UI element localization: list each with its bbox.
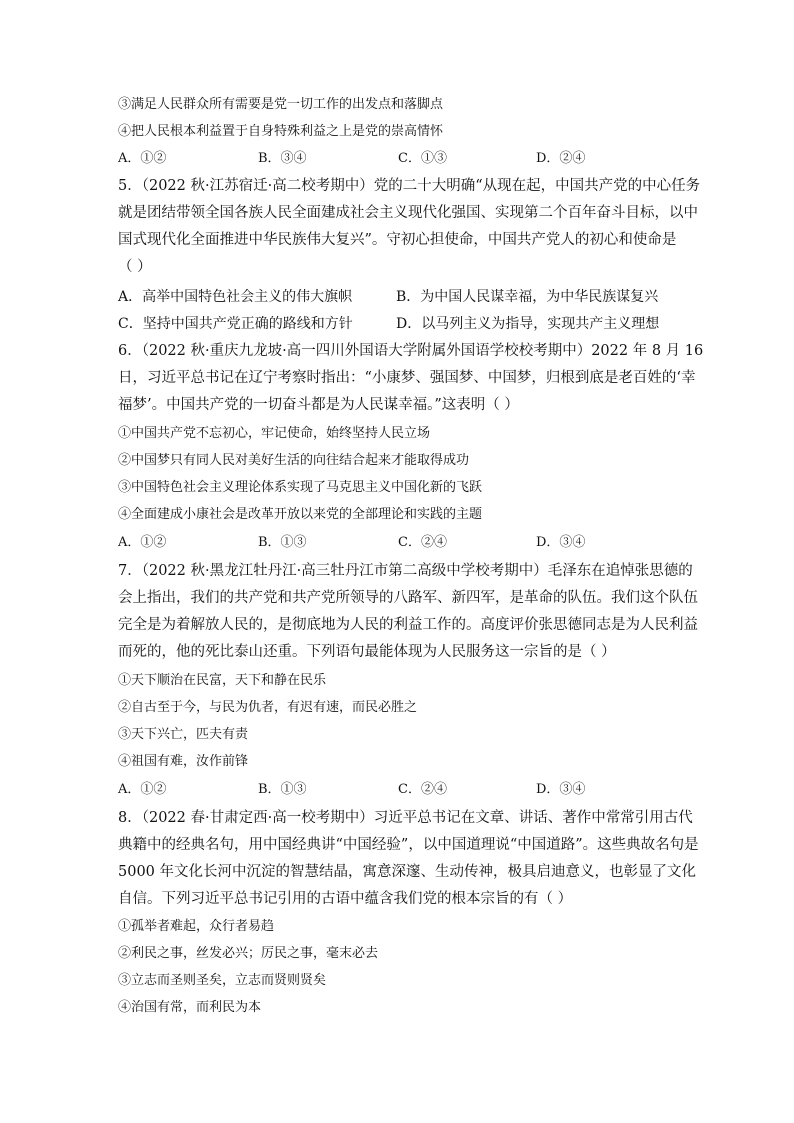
- q8-item-4: ④治国有常，而利民为本: [118, 1000, 262, 1015]
- q8-stem-line-1: 8．（2022 春·甘肃定西·高一校考期中）习近平总书记在文章、讲话、著作中常常引用古代: [118, 810, 693, 826]
- q8-item-1: ①孤举者难起，众行者易趋: [118, 919, 275, 934]
- q4-option-b: B．③④: [258, 151, 307, 166]
- q5-options-row-2: [118, 314, 678, 334]
- q4-option-c: C．①③: [398, 151, 447, 166]
- q6-option-a: A．①②: [118, 535, 167, 550]
- q6-stem-line-1: 6．（2022 秋·重庆九龙坡·高一四川外国语大学附属外国语学校校考期中）2022 年 8 月 16: [118, 343, 704, 359]
- q5-stem-line-2: 就是团结带领全国各族人民全面建成社会主义现代化强国、实现第二个百年奋斗目标，以中: [118, 205, 698, 221]
- q7-item-2: ②自古至于今，与民为仇者，有迟有速，而民必胜之: [118, 700, 418, 715]
- q7-item-4: ④祖国有难，汝作前锋: [118, 754, 249, 769]
- q6-item-4: ④全面建成小康社会是改革开放以来党的全部理论和实践的主题: [118, 507, 483, 522]
- q8-item-3: ③立志而圣则圣矣，立志而贤则贤矣: [118, 973, 327, 988]
- q8-item-2: ②利民之事，丝发必兴；厉民之事，毫末必去: [118, 946, 379, 961]
- q6-options: [118, 533, 678, 553]
- q7-stem-line-4: 而死的，他的死比泰山还重。下列语句最能体现为人民服务这一宗旨的是（ ）: [118, 644, 616, 660]
- q5-option-b: B．为中国人民谋幸福，为中华民族谋复兴: [396, 289, 659, 305]
- q7-option-a: A．①②: [118, 782, 167, 797]
- q7-item-1: ①天下顺治在民富，天下和静在民乐: [118, 673, 327, 688]
- q7-item-3: ③天下兴亡，匹夫有责: [118, 727, 249, 742]
- q7-stem-line-2: 会上指出，我们的共产党和共产党所领导的八路军、新四军，是革命的队伍。我们这个队伍: [118, 590, 698, 606]
- q7-option-d: D．③④: [536, 782, 586, 797]
- q4-item-3: ③满足人民群众所有需要是党一切工作的出发点和落脚点: [118, 97, 444, 112]
- q6-option-b: B．①③: [258, 535, 307, 550]
- q6-option-d: D．③④: [536, 535, 586, 550]
- q7-option-b: B．①③: [258, 782, 307, 797]
- q5-options-row-1: [118, 287, 678, 307]
- q5-stem-line-4: （ ）: [118, 259, 152, 275]
- q5-option-d: D．以马列主义为指导，实现共产主义理想: [396, 316, 660, 332]
- q5-stem-line-3: 国式现代化全面推进中华民族伟大复兴”。守初心担使命，中国共产党人的初心和使命是: [118, 232, 677, 248]
- q6-stem-line-3: 福梦’。中国共产党的一切奋斗都是为人民谋幸福。”这表明（ ）: [118, 397, 519, 413]
- q6-item-3: ③中国特色社会主义理论体系实现了马克思主义中国化新的飞跃: [118, 480, 483, 495]
- q5-stem-line-1: 5．（2022 秋·江苏宿迁·高二校考期中）党的二十大明确“从现在起，中国共产党的中心任务: [118, 178, 701, 194]
- q8-stem-line-2: 典籍中的经典名句，用中国经典讲“中国经验”，以中国道理说“中国道路”。这些典故名句是: [118, 837, 699, 853]
- q5-option-a: A．高举中国特色社会主义的伟大旗帜: [118, 289, 353, 305]
- q8-stem-line-4: 自信。下列习近平总书记引用的古语中蕴含我们党的根本宗旨的有（ ）: [118, 891, 573, 907]
- q5-option-c: C．坚持中国共产党正确的路线和方针: [118, 316, 353, 332]
- q4-option-a: A．①②: [118, 151, 167, 166]
- q7-stem-line-3: 完全是为着解放人民的，是彻底地为人民的利益工作的。高度评价张思德同志是为人民利益: [118, 617, 698, 633]
- q6-stem-line-2: 日，习近平总书记在辽宁考察时指出：“小康梦、强国梦、中国梦，归根到底是老百姓的‘幸: [118, 370, 696, 386]
- q6-item-1: ①中国共产党不忘初心，牢记使命，始终坚持人民立场: [118, 426, 431, 441]
- q4-options: [118, 149, 678, 169]
- q4-item-4: ④把人民根本利益置于自身特殊利益之上是党的崇高情怀: [118, 124, 444, 139]
- q7-stem-line-1: 7．（2022 秋·黑龙江牡丹江·高三牡丹江市第二高级中学校考期中）毛泽东在追悼张思德的: [118, 563, 693, 579]
- q7-option-c: C．②④: [398, 782, 447, 797]
- q6-item-2: ②中国梦只有同人民对美好生活的向往结合起来才能取得成功: [118, 453, 470, 468]
- q6-option-c: C．②④: [398, 535, 447, 550]
- q4-option-d: D．②④: [536, 151, 586, 166]
- q7-options: [118, 780, 678, 800]
- q8-stem-line-3: 5000 年文化长河中沉淀的智慧结晶，寓意深邃、生动传神，极具启迪意义，也彰显了文化: [118, 864, 697, 880]
